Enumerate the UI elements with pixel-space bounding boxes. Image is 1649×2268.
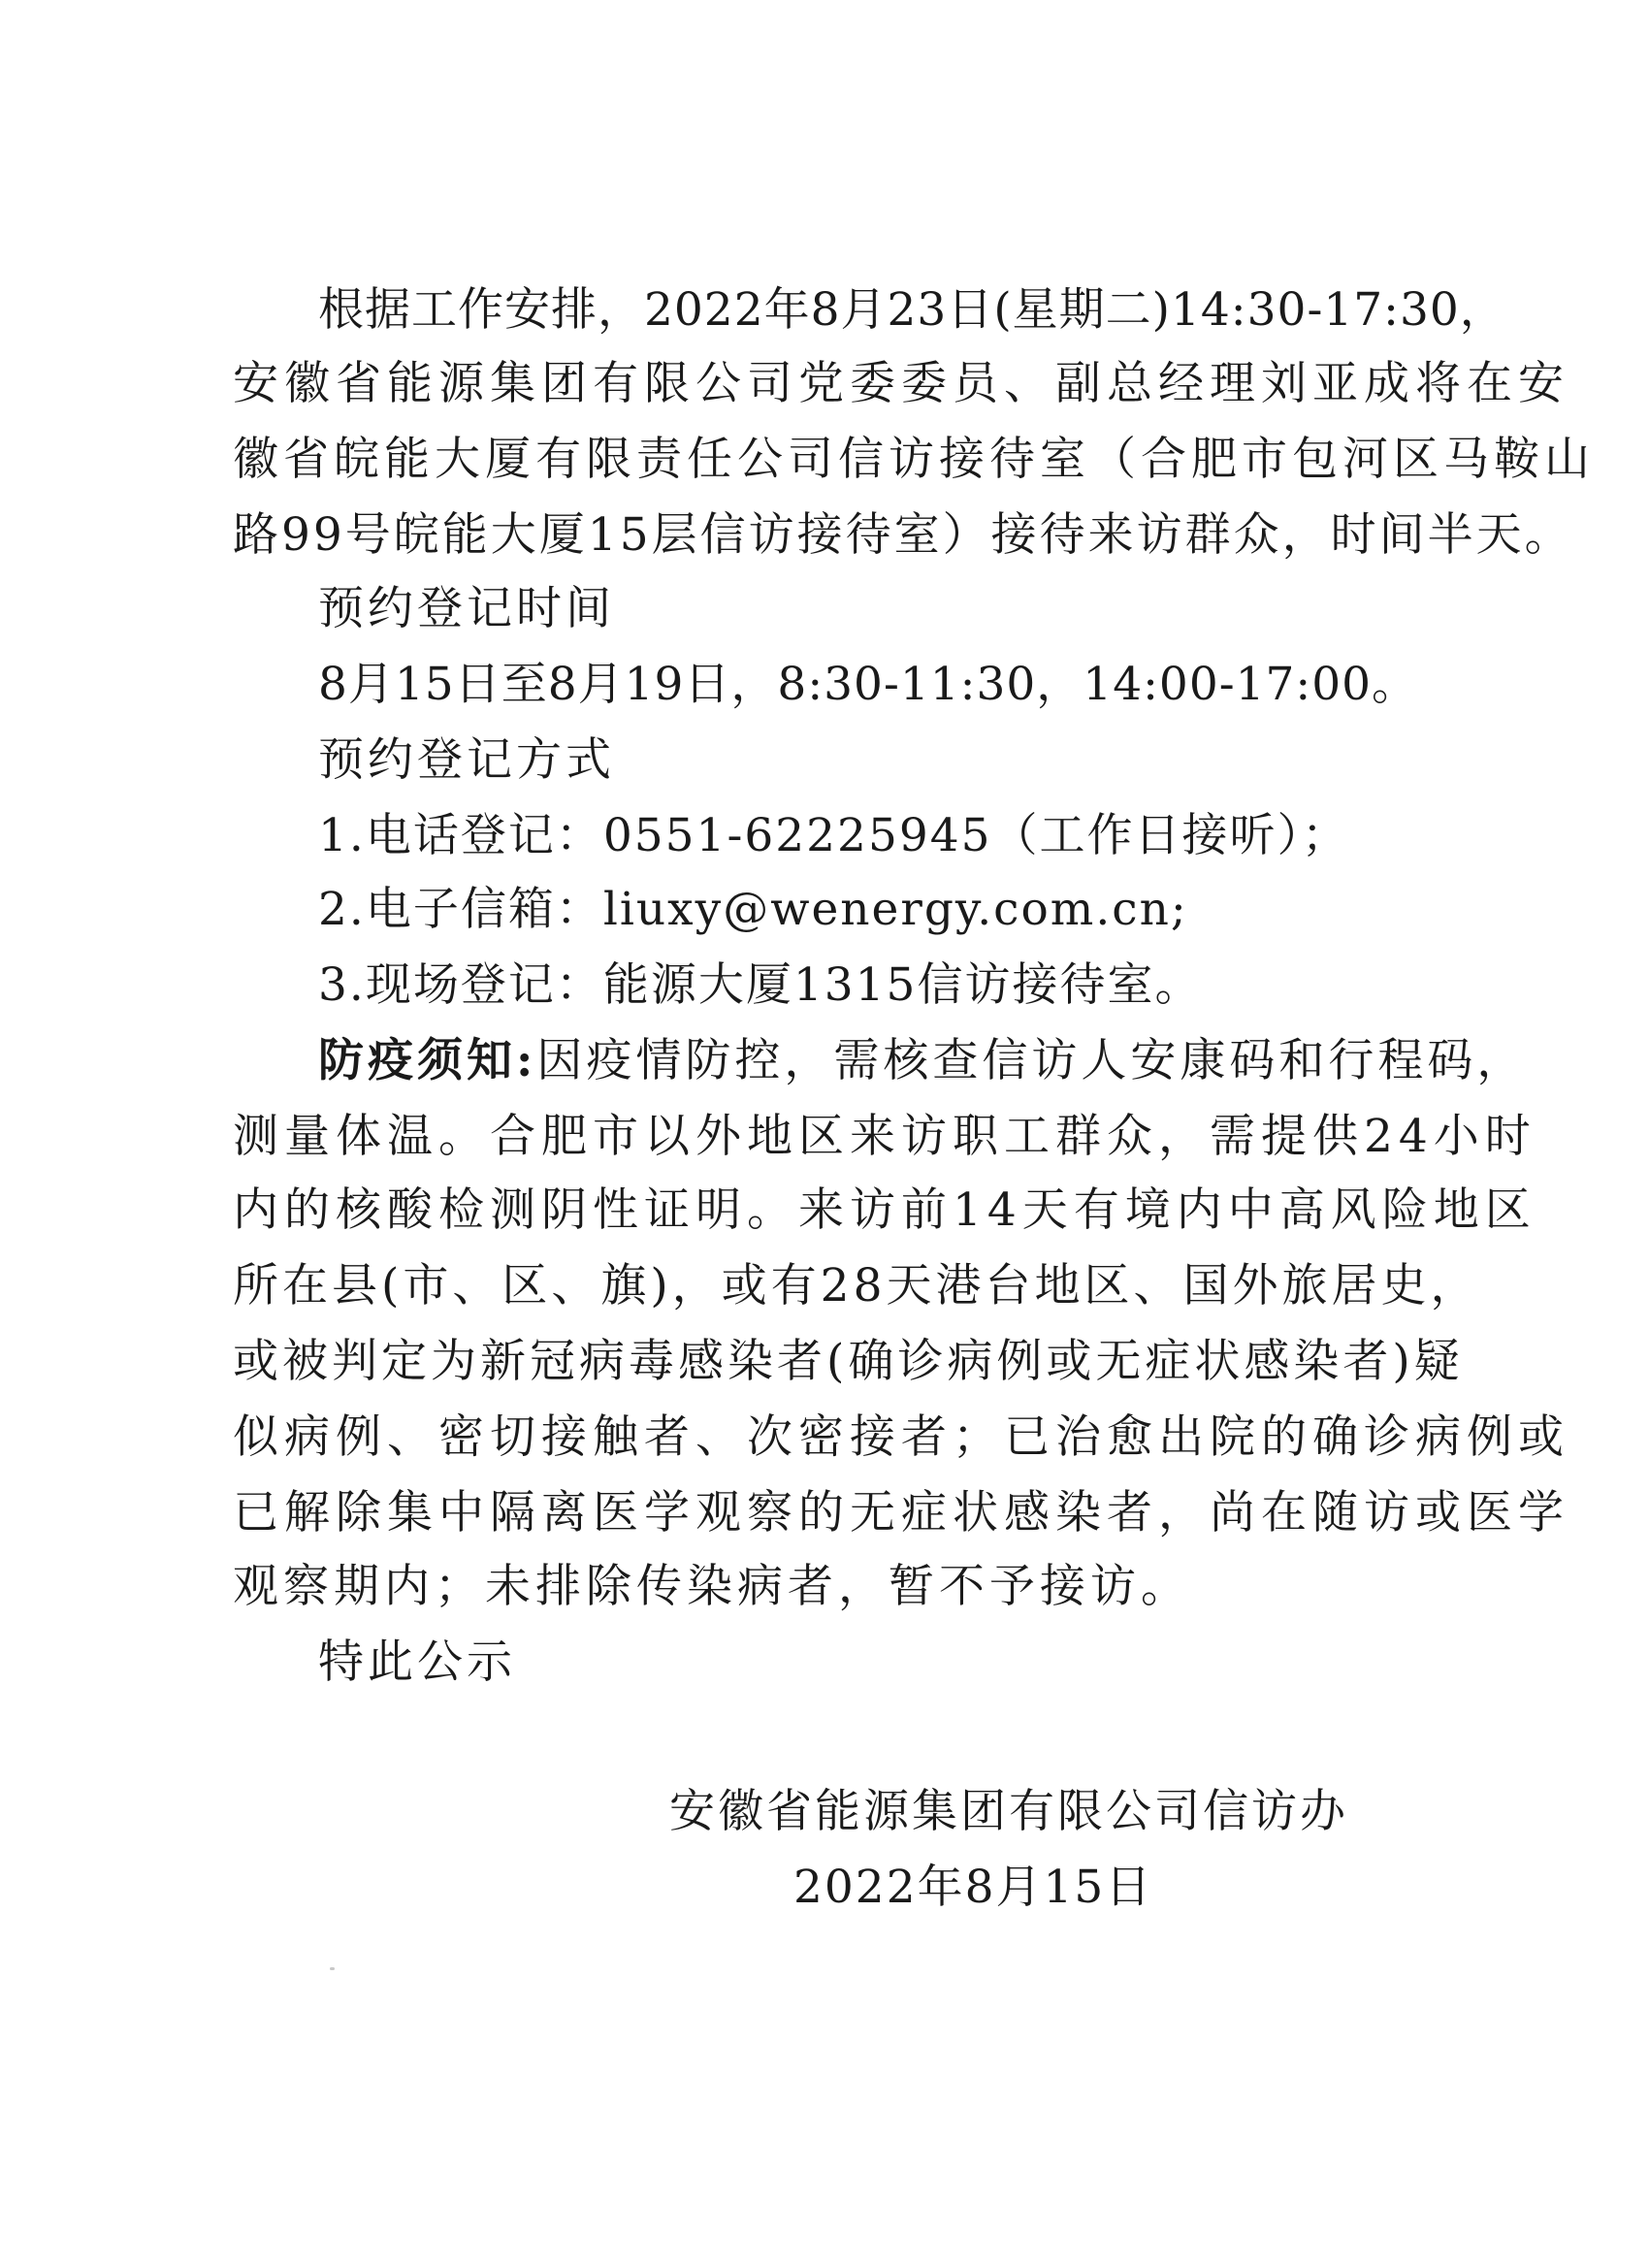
paragraph-line: 安徽省能源集团有限公司党委委员、副总经理刘亚成将在安 — [233, 357, 1569, 410]
notice-line: 或被判定为新冠病毒感染者(确诊病例或无症状感染者)疑 — [233, 1335, 1464, 1388]
notice-label: 防疫须知: — [318, 1034, 537, 1087]
notice-line: 观察期内；未排除传染病者，暂不予接访。 — [233, 1560, 1191, 1613]
notice-line: 内的核酸检测阴性证明。来访前14天有境内中高风险地区 — [233, 1183, 1536, 1237]
notice-text: 因疫情防控，需核查信访人安康码和行程码， — [536, 1034, 1527, 1087]
registration-method-phone: 1.电话登记：0551-62225945（工作日接听）； — [318, 809, 1350, 862]
registration-method-email: 2.电子信箱：liuxy@wenergy.com.cn; — [318, 883, 1188, 936]
registration-time-value: 8月15日至8月19日，8:30-11:30，14:00-17:00。 — [318, 658, 1419, 711]
registration-method-onsite: 3.现场登记：能源大厦1315信访接待室。 — [318, 958, 1203, 1012]
notice-line: 测量体温。合肥市以外地区来访职工群众，需提供24小时 — [233, 1110, 1536, 1163]
notice-line: 似病例、密切接触者、次密接者；已治愈出院的确诊病例或 — [233, 1410, 1569, 1464]
notice-line: 已解除集中隔离医学观察的无症状感染者，尚在随访或医学 — [233, 1486, 1569, 1539]
paragraph-line: 根据工作安排，2022年8月23日(星期二)14:30-17:30， — [318, 283, 1506, 337]
notice-first-line — [318, 1032, 1526, 1090]
registration-method-heading: 预约登记方式 — [318, 733, 615, 787]
closing-phrase: 特此公示 — [318, 1636, 516, 1689]
paragraph-line: 徽省皖能大厦有限责任公司信访接待室（合肥市包河区马鞍山 — [233, 433, 1595, 486]
signature-organization: 安徽省能源集团有限公司信访办 — [669, 1785, 1348, 1838]
scan-speck — [330, 1967, 335, 1970]
notice-line: 所在县(市、区、旗)，或有28天港台地区、国外旅居史， — [233, 1259, 1480, 1312]
signature-date: 2022年8月15日 — [793, 1861, 1153, 1914]
registration-time-heading: 预约登记时间 — [318, 582, 615, 635]
paragraph-line: 路99号皖能大厦15层信访接待室）接待来访群众，时间半天。 — [233, 508, 1573, 562]
